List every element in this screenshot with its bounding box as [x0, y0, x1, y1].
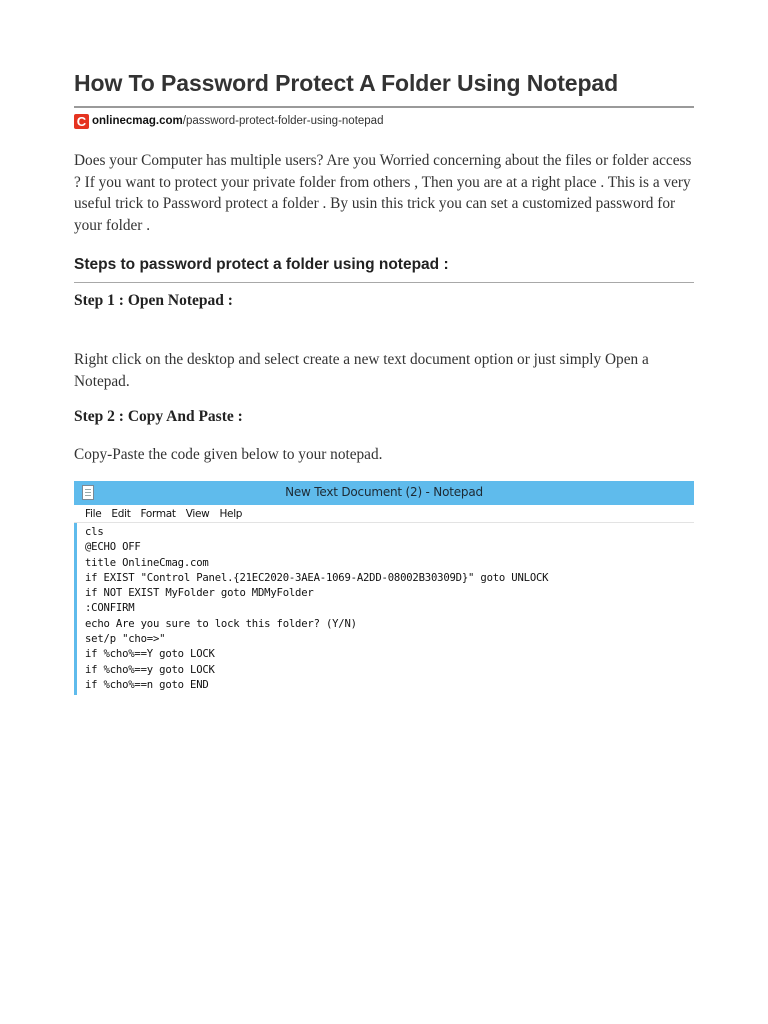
page-title: How To Password Protect A Folder Using Notepad [74, 70, 619, 96]
notepad-menubar [74, 505, 694, 523]
notepad-window-title: New Text Document (2) - Notepad [285, 485, 483, 499]
menu-view[interactable]: View [185, 507, 210, 520]
source-path[interactable]: /password-protect-folder-using-notepad [182, 115, 384, 127]
onlinecmag-logo-icon: C [74, 114, 89, 129]
code-line: cls [85, 526, 104, 538]
code-line: if EXIST "Control Panel.{21EC2020-3AEA-1069-A2DD-08002B30309D}" goto UNLOCK [85, 571, 549, 584]
menu-help[interactable]: Help [219, 507, 243, 520]
section-heading: Steps to password protect a folder using notepad : [74, 256, 449, 273]
code-line: set/p "cho=>" [85, 633, 166, 646]
code-line: title OnlineCmag.com [85, 556, 209, 569]
code-line: :CONFIRM [85, 602, 135, 615]
section-divider [74, 282, 694, 283]
code-line: echo Are you sure to lock this folder? (Y/N) [85, 617, 357, 630]
notepad-screenshot [74, 481, 694, 695]
menu-edit[interactable]: Edit [111, 507, 131, 520]
code-line: if %cho%==Y goto LOCK [85, 648, 215, 661]
source-domain[interactable]: onlinecmag.com [92, 115, 183, 127]
step-2-text: Copy-Paste the code given below to your notepad. [74, 446, 383, 463]
code-line: @ECHO OFF [85, 541, 141, 554]
step-2-heading: Step 2 : Copy And Paste : [74, 408, 243, 425]
menu-format[interactable]: Format [140, 507, 176, 520]
notepad-titlebar [74, 481, 694, 505]
notepad-text-area[interactable] [74, 523, 694, 695]
code-line: if %cho%==n goto END [85, 678, 209, 691]
code-line: if %cho%==y goto LOCK [85, 663, 215, 676]
title-divider [74, 106, 694, 108]
intro-paragraph: Does your Computer has multiple users? Are you Worried concerning about the files or folder access ? If you want to protect your private folder from others , Then you are at a right place . This is a very useful trick to Password protect a folder . By usin this trick you can set a customized password for your folder . [74, 152, 692, 234]
source-link[interactable] [74, 113, 383, 129]
step-1-heading: Step 1 : Open Notepad : [74, 292, 233, 309]
code-line: if NOT EXIST MyFolder goto MDMyFolder [85, 587, 314, 600]
step-1-text: Right click on the desktop and select create a new text document option or just simply Open a Notepad. [74, 351, 649, 390]
menu-file[interactable]: File [85, 507, 102, 520]
